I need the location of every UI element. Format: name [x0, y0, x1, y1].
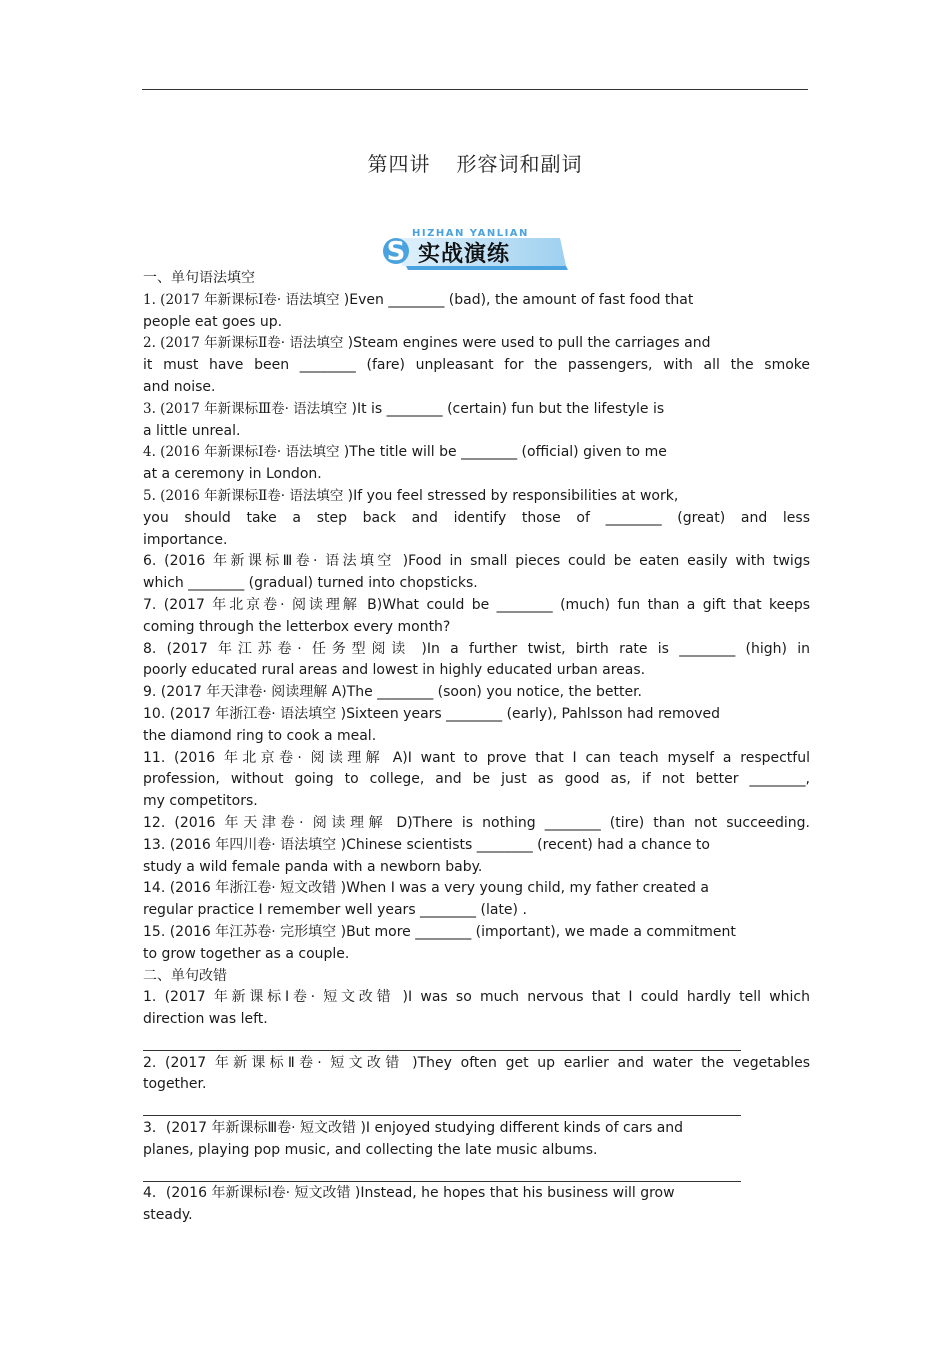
banner-s-letter: S [386, 237, 406, 267]
question-2-end: and noise. [143, 378, 216, 395]
answer-line-2 [143, 1096, 810, 1118]
question-8-cont: poorly educated rural areas and lowest in highly educated urban areas. [143, 662, 646, 679]
question-2-cont: it must have been ________ (fare) unpleasant for the passengers, with all the smoke [143, 357, 810, 374]
page-title [0, 148, 950, 177]
correction-2: 2. (2017 年新课标Ⅱ卷· 短文改错 )They often get up earlier and water the vegetables [143, 1054, 810, 1071]
question-4-cont: at a ceremony in London. [143, 466, 322, 483]
question-13: 13. (2016 年四川卷· 语法填空 )Chinese scientists ________ (recent) had a chance to [143, 836, 710, 853]
question-1-cont: people eat goes up. [143, 313, 283, 330]
section-heading-fill-in: 一、单句语法填空 [143, 270, 255, 286]
correction-1-cont: direction was left. [143, 1011, 268, 1028]
question-8: 8. (2017 年江苏卷· 任务型阅读 )In a further twist, birth rate is ________ (high) in [143, 640, 810, 657]
question-2: 2. (2017 年新课标Ⅱ卷· 语法填空 )Steam engines were used to pull the carriages and [143, 335, 711, 352]
title-topic: 形容词和副词 [456, 152, 583, 176]
section-heading-correction: 二、单句改错 [143, 967, 227, 984]
correction-4-cont: steady. [143, 1207, 193, 1224]
question-11-end: my competitors. [143, 793, 258, 810]
question-9: 9. (2017 年天津卷· 阅读理解 A)The ________ (soon) you notice, the better. [143, 684, 642, 701]
question-15-cont: to grow together as a couple. [143, 945, 350, 962]
question-3-cont: a little unreal. [143, 422, 241, 439]
question-14-cont: regular practice I remember well years ________ (late) . [143, 902, 527, 919]
practice-banner [382, 226, 568, 272]
question-11-cont: profession, without going to college, and be just as good as, if not better ________, [143, 771, 810, 788]
correction-3-cont: planes, playing pop music, and collecting the late music albums. [143, 1141, 598, 1158]
correction-3: 3．(2017 年新课标Ⅲ卷· 短文改错 )I enjoyed studying different kinds of cars and [143, 1120, 684, 1137]
question-10-cont: the diamond ring to cook a meal. [143, 727, 377, 744]
question-1: 1. (2017 年新课标Ⅰ卷· 语法填空 )Even ________ (bad), the amount of fast food that [143, 291, 694, 308]
question-7-cont: coming through the letterbox every month? [143, 618, 451, 635]
exercise-content [143, 268, 810, 1227]
question-15: 15. (2016 年江苏卷· 完形填空 )But more ________ (important), we made a commitment [143, 923, 736, 940]
question-12: 12. (2016 年天津卷· 阅读理解 D)There is nothing ________ (tire) than not succeeding. [143, 814, 810, 831]
question-6: 6. (2016 年新课标Ⅲ卷· 语法填空 )Food in small pieces could be eaten easily with twigs [143, 553, 810, 570]
question-5-end: importance. [143, 531, 228, 548]
answer-line-1 [143, 1031, 810, 1053]
question-13-cont: study a wild female panda with a newborn baby. [143, 858, 483, 875]
banner-label: 实战演练 [418, 242, 511, 267]
header-rule [142, 89, 808, 90]
title-lecture: 第四讲 [367, 152, 431, 176]
correction-4: 4．(2016 年新课标Ⅰ卷· 短文改错 )Instead, he hopes that his business will grow [143, 1185, 675, 1202]
question-10: 10. (2017 年浙江卷· 语法填空 )Sixteen years ________ (early), Pahlsson had removed [143, 705, 721, 722]
question-5: 5. (2016 年新课标Ⅱ卷· 语法填空 )If you feel stressed by responsibilities at work, [143, 487, 679, 504]
question-11: 11. (2016 年北京卷· 阅读理解 A)I want to prove that I can teach myself a respectful [143, 749, 810, 766]
question-5-cont: you should take a step back and identify those of ________ (great) and less [143, 509, 810, 526]
question-7: 7. (2017 年北京卷· 阅读理解 B)What could be ________ (much) fun than a gift that keeps [143, 596, 810, 613]
correction-2-cont: together. [143, 1076, 207, 1093]
answer-line-3 [143, 1162, 810, 1184]
banner-pinyin: HIZHAN YANLIAN [412, 228, 529, 239]
question-6-cont: which ________ (gradual) turned into chopsticks. [143, 575, 478, 592]
question-4: 4. (2016 年新课标Ⅰ卷· 语法填空 )The title will be ________ (official) given to me [143, 444, 667, 461]
question-14: 14. (2016 年浙江卷· 短文改错 )When I was a very young child, my father created a [143, 880, 709, 897]
correction-1: 1. (2017 年新课标Ⅰ卷· 短文改错 )I was so much nervous that I could hardly tell which [143, 989, 810, 1006]
question-3: 3. (2017 年新课标Ⅲ卷· 语法填空 )It is ________ (certain) fun but the lifestyle is [143, 400, 665, 417]
